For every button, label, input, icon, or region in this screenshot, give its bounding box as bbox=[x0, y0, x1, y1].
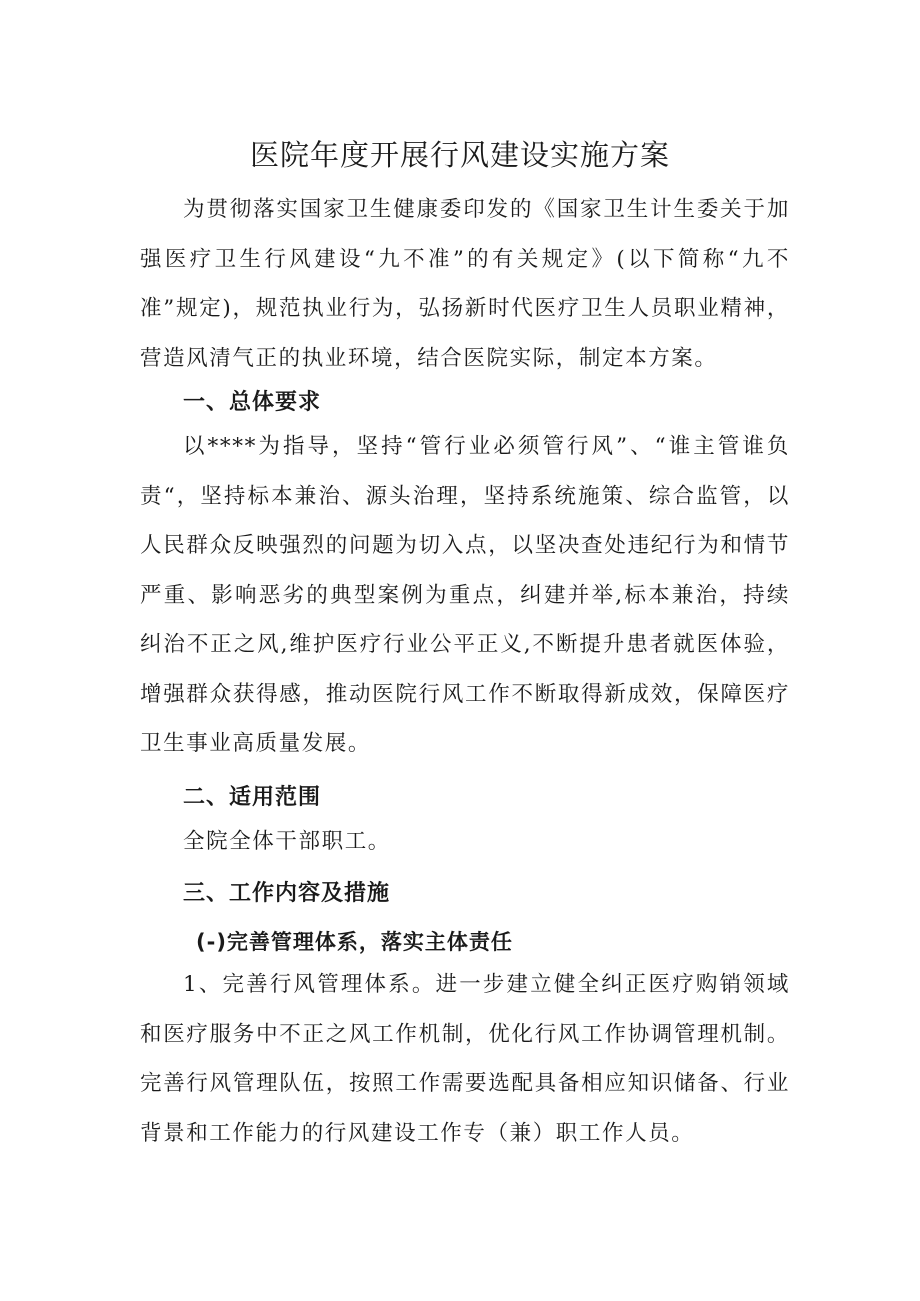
subsection-heading-management-system: (-)完善管理体系，落实主体责任 bbox=[196, 930, 513, 954]
section-heading-work-content: 三、工作内容及措施 bbox=[183, 881, 391, 906]
scope-paragraph: 全院全体干部职工。 bbox=[183, 829, 391, 854]
section-heading-general-requirements: 一、总体要求 bbox=[183, 390, 322, 415]
section-heading-scope: 二、适用范围 bbox=[183, 785, 322, 810]
document-title: 医院年度开展行风建设实施方案 bbox=[249, 138, 670, 172]
item-1-paragraph: 1、完善行风管理体系。进一步建立健全纠正医疗购销领域和医疗服务中不正之风工作机制，优化行风工作协调管理机制。完善行风管理队伍，按照工作需要选配具备相应知识储备、行业背景和工作能力的行风建设工作专（兼）职工作人员。 bbox=[140, 972, 790, 1146]
general-requirements-paragraph: 以****为指导，坚持“管行业必须管行风”、“谁主管谁负责“，坚持标本兼治、源头治理，坚持系统施策、综合监管，以人民群众反映强烈的问题为切入点，以坚决查处违纪行为和情节严重、影响恶劣的典型案例为重点，纠建并举,标本兼治，持续纠治不正之风,维护医疗行业公平正义,不断提升患者就医体验，增强群众获得感，推动医院行风工作不断取得新成效，保障医疗卫生事业高质量发展。 bbox=[140, 434, 790, 756]
intro-paragraph: 为贯彻落实国家卫生健康委印发的《国家卫生计生委关于加强医疗卫生行风建设“九不准”的有关规定》(以下简称“九不准”规定)，规范执业行为，弘扬新时代医疗卫生人员职业精神，营造风清气正的执业环境，结合医院实际，制定本方案。 bbox=[140, 197, 790, 371]
